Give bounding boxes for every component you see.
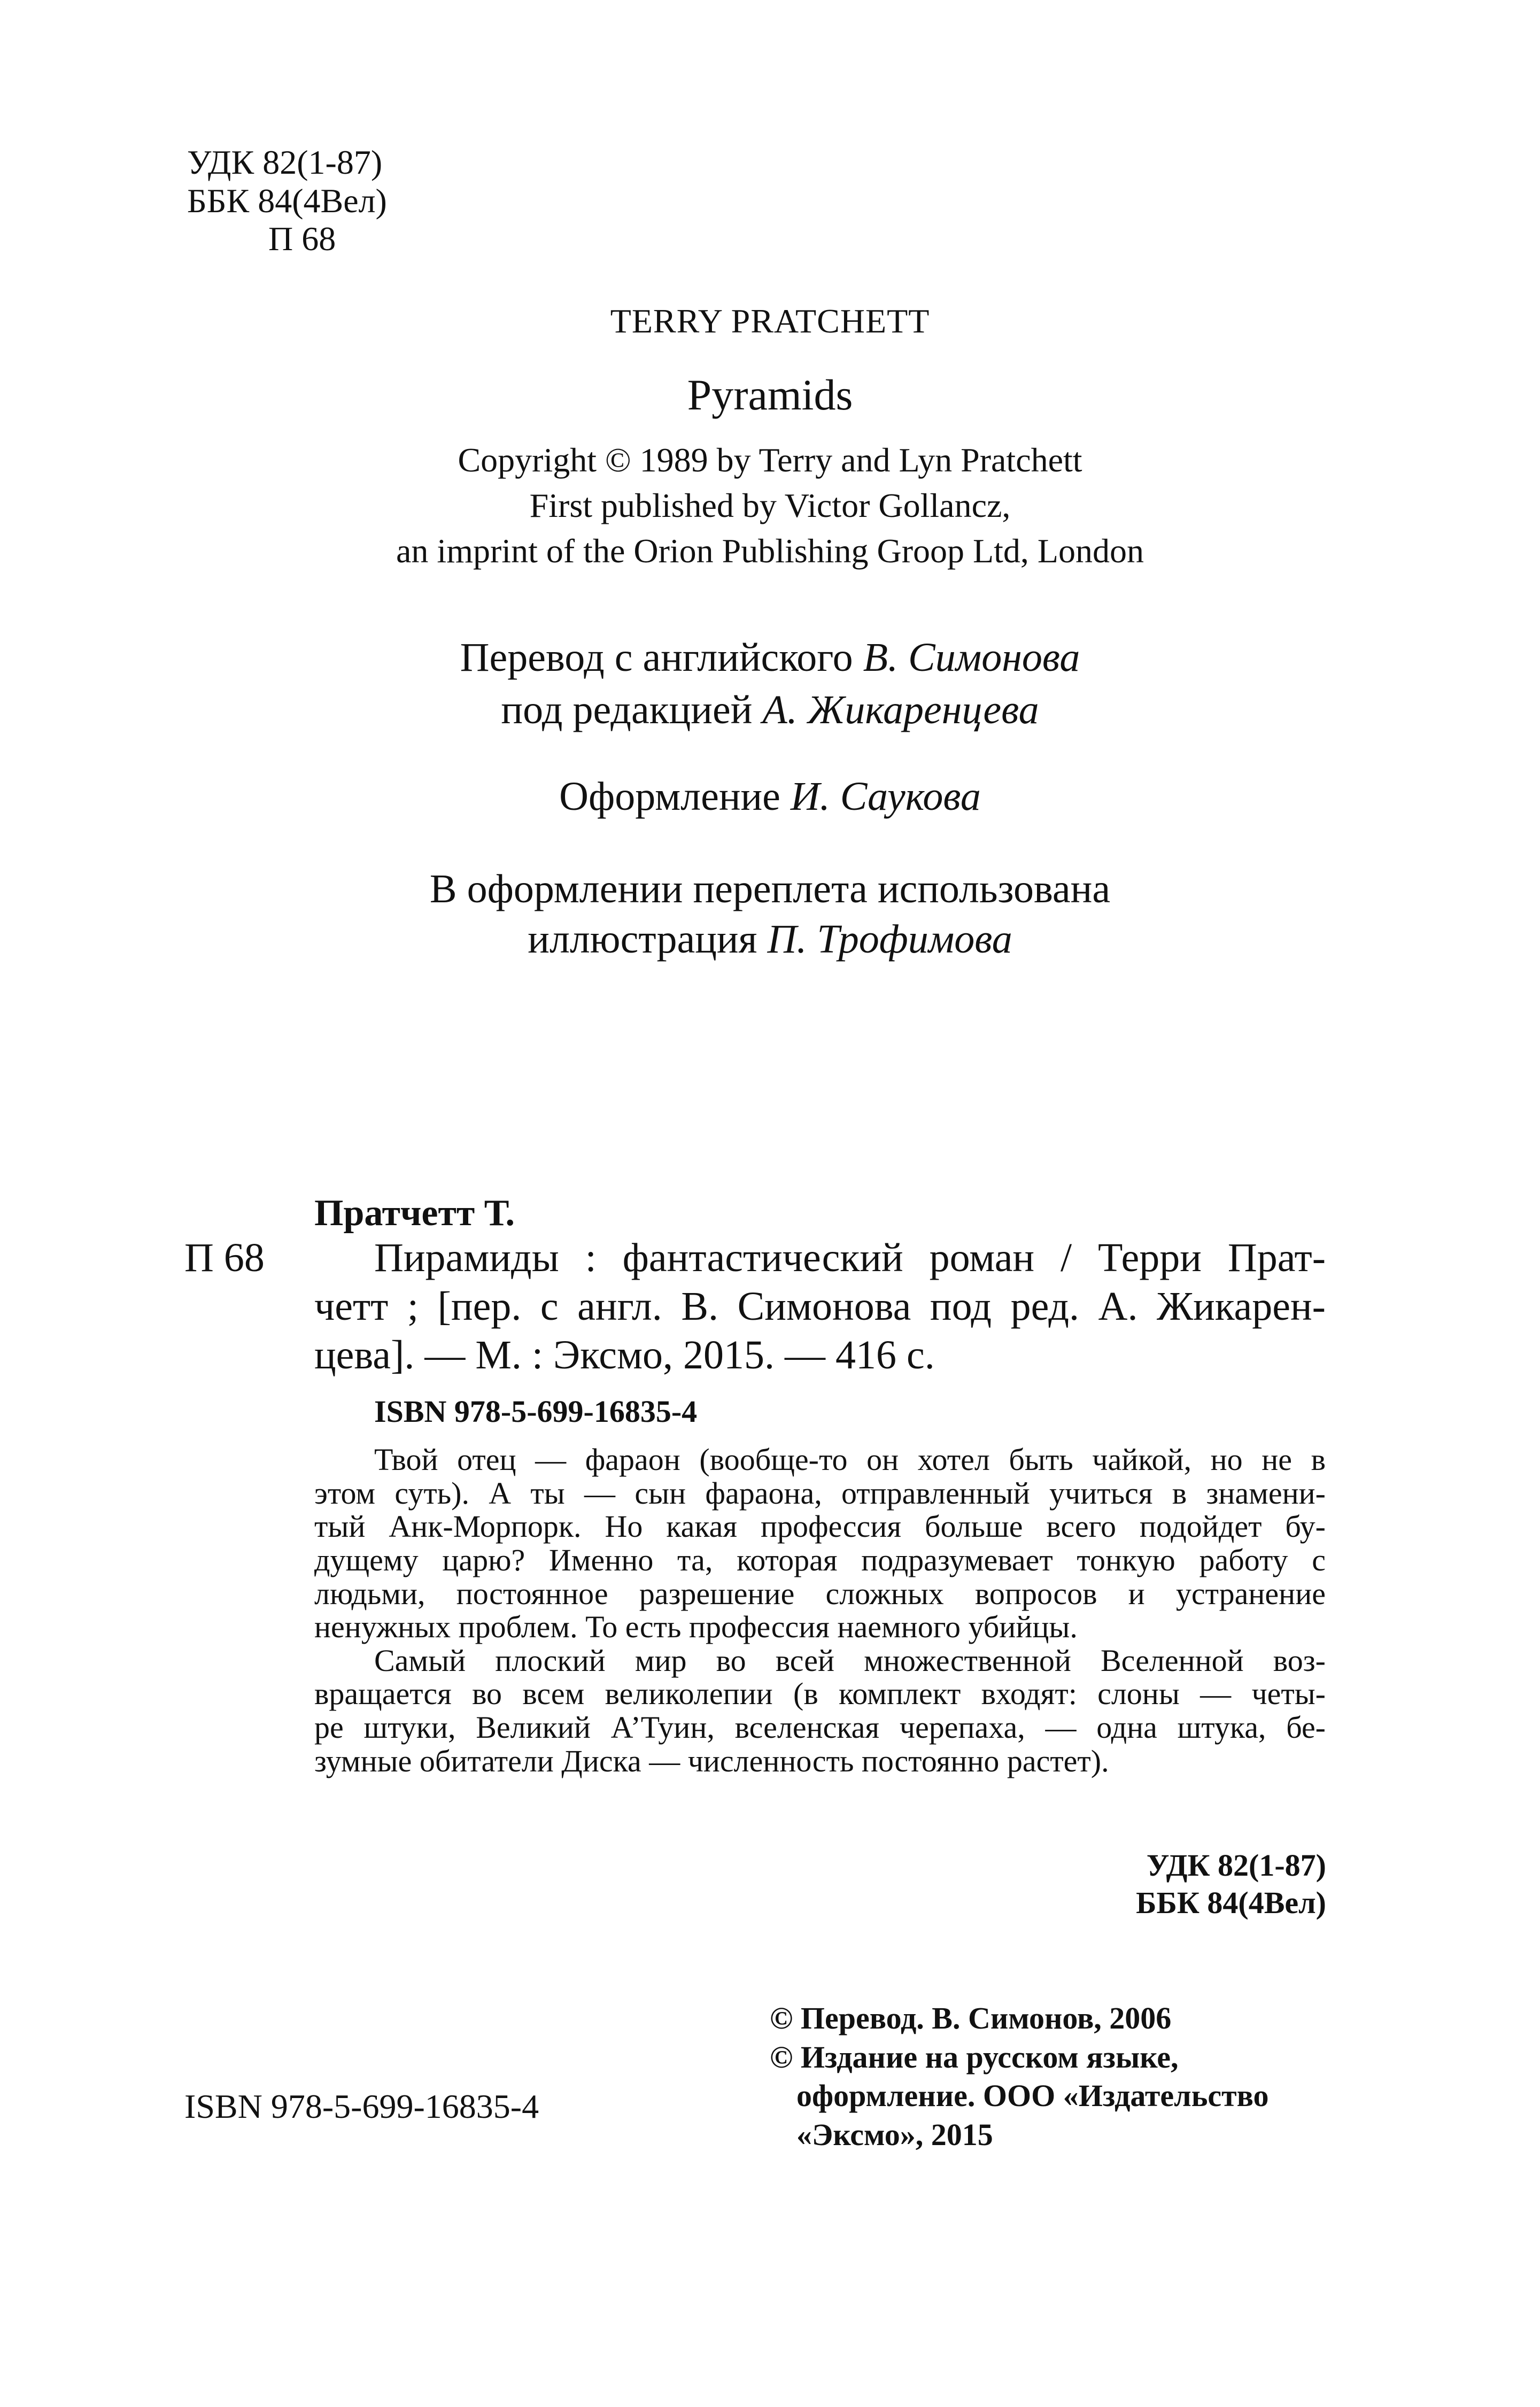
catalog-desc-line-2: четт ; [пер. с англ. В. Симонова под ред. А. Жикарен- <box>314 1284 1326 1329</box>
annotation-line: Твой отец — фараон (вообще-то он хотел быть чайкой, но не в <box>374 1442 1326 1477</box>
annotation-line: вращается во всем великолепии (в комплект входят: слоны — четы- <box>314 1676 1326 1712</box>
catalog-mark: П 68 <box>184 1235 265 1280</box>
catalog-heading: Пратчетт Т. <box>314 1193 515 1234</box>
author-mark: П 68 <box>268 220 336 258</box>
cover-credit-line: В оформлении переплета использована <box>429 866 1111 911</box>
translator-name: В. Симонова <box>863 635 1080 680</box>
catalog-desc-line-3: цева]. — М. : Эксмо, 2015. — 416 с. <box>314 1333 935 1378</box>
original-copyright: Copyright © 1989 by Terry and Lyn Pratchett <box>458 441 1082 479</box>
designer-name: И. Саукова <box>790 774 981 819</box>
catalog-isbn: ISBN 978-5-699-16835-4 <box>374 1394 698 1429</box>
annotation-line: ре штуки, Великий А’Туин, вселенская черепаха, — одна штука, бе- <box>314 1710 1326 1745</box>
annotation-paragraph-2 <box>314 1644 1326 1778</box>
translation-prefix: Перевод с английского <box>460 635 853 680</box>
footer-isbn: ISBN 978-5-699-16835-4 <box>184 2087 539 2125</box>
illustrator-name: П. Трофимова <box>767 917 1012 962</box>
catalog-udk: УДК 82(1-87) <box>1146 1848 1326 1883</box>
copyright-translation: © Перевод. В. Симонов, 2006 <box>770 2001 1172 2035</box>
editor-credit <box>0 686 1540 734</box>
copyright-edition-line-2: оформление. ООО «Издательство <box>796 2078 1269 2113</box>
annotation-line: зумные обитатели Диска — численность постоянно растет). <box>314 1743 1109 1778</box>
annotation-line: тый Анк-Морпорк. Но какая профессия больше всего подойдет бу- <box>314 1509 1326 1544</box>
design-credit <box>0 772 1540 821</box>
editor-name: А. Жикаренцева <box>762 687 1039 732</box>
original-author: TERRY PRATCHETT <box>610 302 930 340</box>
catalog-desc-line-1: Пирамиды : фантастический роман / Терри Прат- <box>374 1235 1326 1280</box>
annotation <box>314 1443 1326 1778</box>
catalog-description <box>314 1234 1326 1380</box>
classification-block <box>187 143 387 258</box>
bbk-code: ББК 84(4Вел) <box>187 181 387 220</box>
illustration-credit <box>0 915 1540 964</box>
annotation-line: этом суть). А ты — сын фараона, отправленный учиться в знамени- <box>314 1475 1326 1511</box>
annotation-line: Самый плоский мир во всей множественной Вселенной воз- <box>374 1643 1326 1678</box>
annotation-line: дущему царю? Именно та, которая подразумевает тонкую работу с <box>314 1542 1326 1577</box>
udk-code: УДК 82(1-87) <box>187 143 383 181</box>
illustration-prefix: иллюстрация <box>528 917 757 962</box>
original-publisher-line-2: an imprint of the Orion Publishing Groop Ltd, London <box>396 532 1144 570</box>
annotation-line: ненужных проблем. То есть профессия наемного убийцы. <box>314 1609 1078 1645</box>
copyright-edition-line-3: «Эксмо», 2015 <box>796 2117 993 2152</box>
original-title: Pyramids <box>687 370 853 419</box>
translation-credit <box>0 633 1540 682</box>
copyright-edition-line-1: © Издание на русском языке, <box>770 2039 1179 2075</box>
original-publisher-line-1: First published by Victor Gollancz, <box>529 486 1011 524</box>
design-prefix: Оформление <box>559 774 780 819</box>
annotation-paragraph-1 <box>314 1443 1326 1644</box>
catalog-bbk: ББК 84(4Вел) <box>1136 1885 1326 1920</box>
annotation-line: людьми, постоянное разрешение сложных вопросов и устранение <box>314 1576 1326 1611</box>
footer-copyrights <box>770 1999 1269 2154</box>
editor-prefix: под редакцией <box>501 687 753 732</box>
